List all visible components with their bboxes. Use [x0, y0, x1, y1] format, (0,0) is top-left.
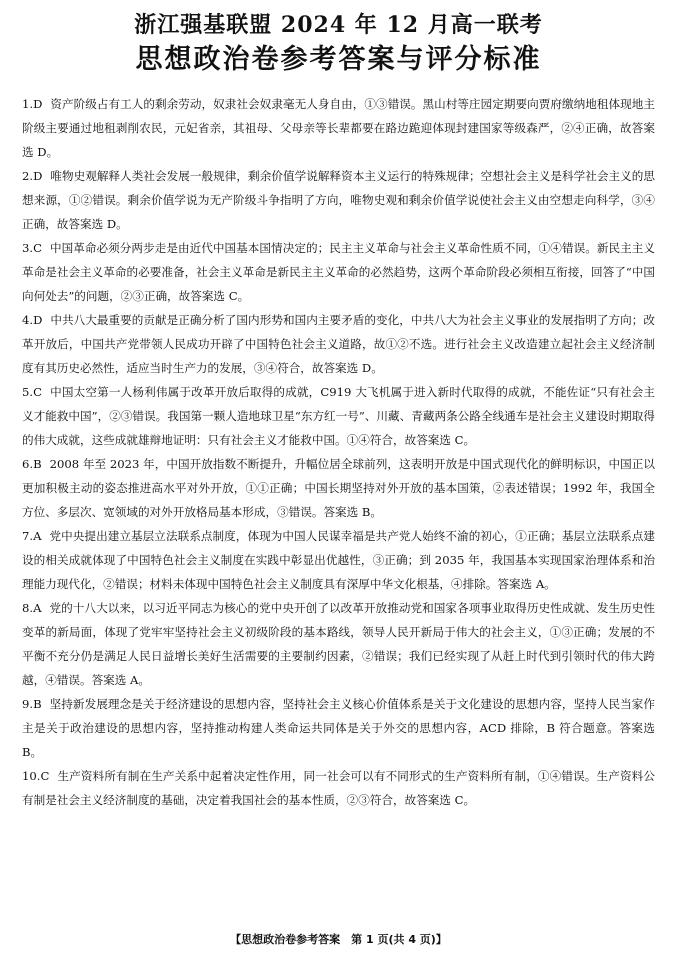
answer-letter: C [40, 769, 50, 783]
answer-number: 8. [22, 601, 34, 615]
answer-letter: D [33, 169, 43, 183]
answer-item [22, 524, 655, 596]
answer-number: 2. [22, 169, 34, 183]
answer-letter: A [33, 601, 42, 615]
answer-explanation: 党的十八大以来，以习近平同志为核心的党中央开创了以改革开放推动党和国家各项事业取得历史性成就、发生历史性变革的新局面，体现了党牢牢坚持社会主义初级阶段的基本路线，领导人民开新局于伟大的社会主义，①③正确；发展的不平衡不充分仍是满足人民日益增长美好生活需要的主要制约因素，②错误；我们已经实现了从赶上时代到引领时代的伟大跨越，④错误。答案选 A。 [22, 601, 655, 687]
answer-explanation: 坚持新发展理念是关于经济建设的思想内容，坚持社会主义核心价值体系是关于文化建设的思想内容，坚持人民当家作主是关于政治建设的思想内容，坚持推动构建人类命运共同体是关于外交的思想内容，ACD 排除，B 符合题意。答案选 B。 [22, 697, 655, 759]
answer-number: 1. [22, 97, 34, 111]
answer-item [22, 236, 655, 308]
answer-item [22, 452, 655, 524]
answer-item [22, 380, 655, 452]
answer-explanation: 2008 年至 2023 年，中国开放指数不断提升，升幅位居全球前列，这表明开放是中国式现代化的鲜明标识，中国正以更加积极主动的姿态推进高水平对外开放，①①正确；中国长期坚持对外开放的基本国策，②表述错误；1992 年，我国全方位、多层次、宽领域的对外开放格局基本形成，③错误。答案选 B。 [22, 457, 655, 519]
answer-explanation: 中国太空第一人杨利伟属于改革开放后取得的成就，C919 大飞机属于进入新时代取得的成就，不能佐证“只有社会主义才能救中国”，②③错误。我国第一颗人造地球卫星“东方红一号”、川藏、青藏两条公路全线通车是社会主义建设时期取得的伟大成就，这些成就雄辩地证明：只有社会主义才能救中国。①④符合，故答案选 C。 [22, 385, 655, 447]
answer-letter: C [33, 385, 42, 399]
answer-item [22, 308, 655, 380]
document-title: 思想政治卷参考答案与评分标准 [135, 44, 542, 75]
answer-explanation: 生产资料所有制在生产关系中起着决定性作用，同一社会可以有不同形式的生产资料所有制，①④错误。生产资料公有制是社会主义经济制度的基础，决定着我国社会的基本性质，②③符合，故答案选 C。 [22, 769, 655, 807]
answer-item [22, 92, 655, 164]
answer-number: 5. [22, 385, 34, 399]
answer-item [22, 764, 655, 812]
answer-number: 10. [22, 769, 41, 783]
answer-item [22, 164, 655, 236]
answer-item [22, 692, 655, 764]
answer-number: 9. [22, 697, 34, 711]
answer-letter: A [33, 529, 42, 543]
answer-number: 7. [22, 529, 34, 543]
answer-letter: B [33, 457, 42, 471]
answer-letter: B [33, 697, 42, 711]
answer-letter: C [33, 241, 42, 255]
answer-item [22, 596, 655, 692]
answer-explanation: 中国革命必须分两步走是由近代中国基本国情决定的；民主主义革命与社会主义革命性质不同，①④错误。新民主主义革命是社会主义革命的必要准备，社会主义革命是新民主主义革命的必然趋势，这两个革命阶段必须相互衔接，回答了“中国向何处去”的问题，②③正确，故答案选 C。 [22, 241, 655, 303]
answer-letter: D [33, 97, 43, 111]
answer-explanation: 党中央提出建立基层立法联系点制度，体现为中国人民谋幸福是共产党人始终不渝的初心，①正确；基层立法联系点建设的相关成就体现了中国特色社会主义制度在实践中彰显出优越性，③正确；到 2035 年，我国基本实现国家治理体系和治理能力现代化，②错误；材料未体现中国特色社会主义制度具有深厚中华文化根基，④排除。答案选 A。 [22, 529, 655, 591]
answer-list [22, 92, 655, 812]
answer-explanation: 资产阶级占有工人的剩余劳动，奴隶社会奴隶毫无人身自由，①③错误。黑山村等庄园定期要向贾府缴纳地租体现地主阶级主要通过地租剥削农民，元妃省亲，其祖母、父母亲等长辈都要在路边跪迎体现封建国家等级森严，②④正确，故答案选 D。 [22, 97, 655, 159]
answer-number: 6. [22, 457, 34, 471]
answer-explanation: 唯物史观解释人类社会发展一般规律，剩余价值学说解释资本主义运行的特殊规律；空想社会主义是科学社会主义的思想来源，①②错误。剩余价值学说为无产阶级斗争指明了方向，唯物史观和剩余价值学说使社会主义由空想走向科学，③④正确，故答案选 D。 [22, 169, 655, 231]
exam-title: 浙江强基联盟 2024 年 12 月高一联考 [134, 12, 543, 38]
page-footer: 【思想政治卷参考答案 第 1 页(共 4 页)】 [230, 933, 447, 946]
answer-letter: D [33, 313, 43, 327]
answer-number: 4. [22, 313, 34, 327]
answer-explanation: 中共八大最重要的贡献是正确分析了国内形势和国内主要矛盾的变化，中共八大为社会主义事业的发展指明了方向；改革开放后，中国共产党带领人民成功开辟了中国特色社会主义道路，故①②不选。进行社会主义改造建立起社会主义经济制度有其历史必然性，适应当时生产力的发展，③④符合，故答案选 D。 [22, 313, 655, 375]
answer-number: 3. [22, 241, 34, 255]
